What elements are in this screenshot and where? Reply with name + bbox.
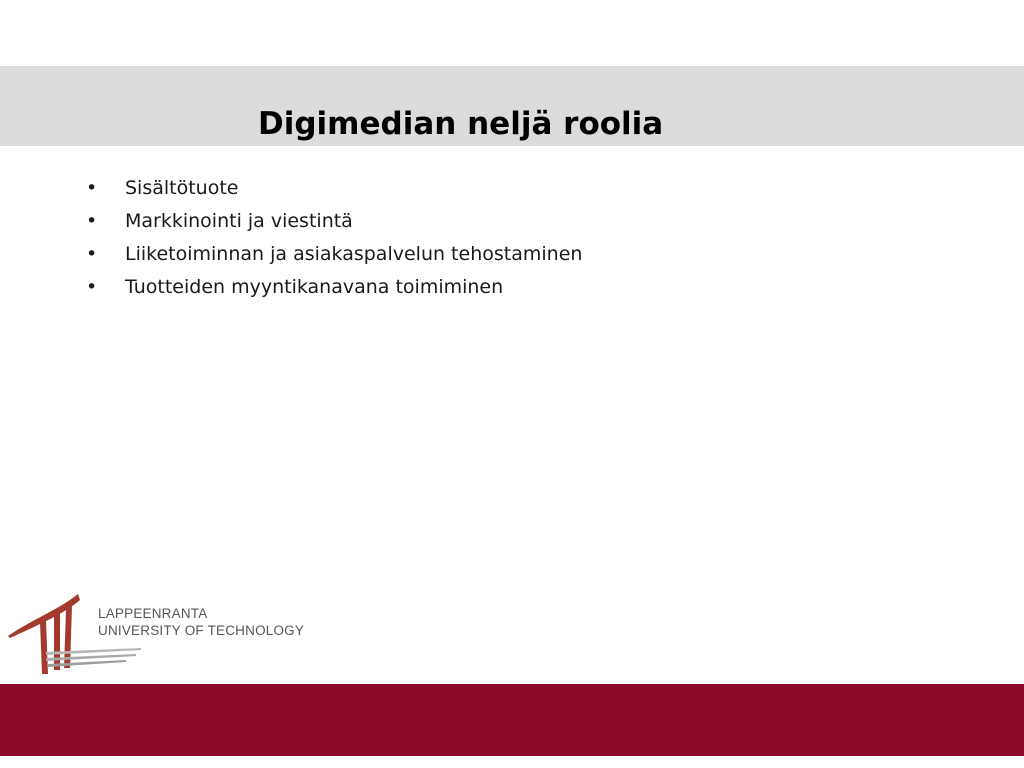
bullet-list: [86, 177, 582, 309]
list-item-text: Sisältötuote: [125, 177, 239, 199]
logo-text-line2: UNIVERSITY OF TECHNOLOGY: [98, 623, 305, 638]
logo-stroke: [54, 613, 60, 670]
logo-text-line1: LAPPEENRANTA: [98, 606, 208, 621]
list-item: [86, 177, 582, 210]
list-item-text: Tuotteiden myyntikanavana toimiminen: [125, 276, 504, 298]
list-item: [86, 276, 582, 309]
footer-band: [0, 684, 1024, 756]
bullet-icon: •: [86, 210, 98, 232]
logo-stroke: [40, 620, 48, 674]
bullet-icon: •: [86, 177, 98, 199]
list-item-text: Markkinointi ja viestintä: [125, 210, 353, 232]
list-item: [86, 210, 582, 243]
bullet-icon: •: [86, 276, 98, 298]
bullet-icon: •: [86, 243, 98, 265]
slide-title: Digimedian neljä roolia: [258, 106, 664, 142]
list-item-text: Liiketoiminnan ja asiakaspalvelun tehostaminen: [125, 243, 583, 265]
logo-streak: [46, 648, 141, 655]
university-logo: [6, 590, 306, 680]
list-item: [86, 243, 582, 276]
